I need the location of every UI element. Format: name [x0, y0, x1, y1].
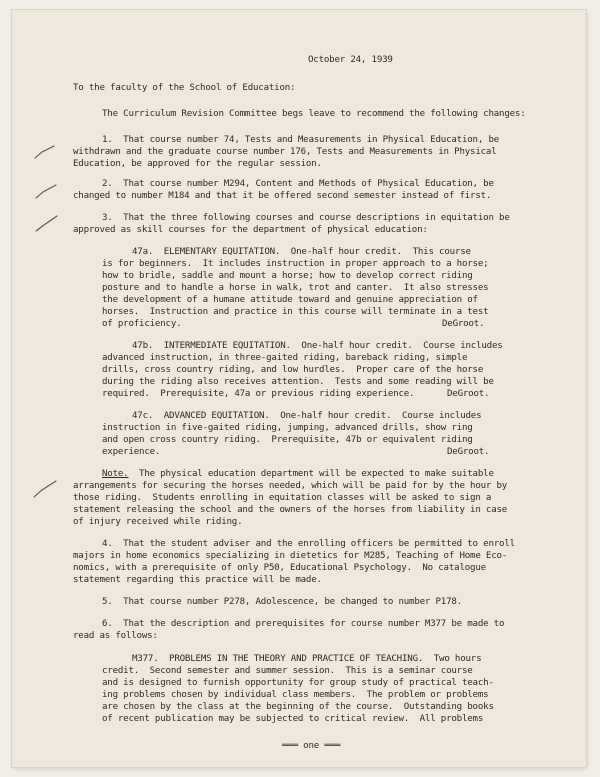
- course-47a-line: is for beginners. It includes instruction in proper approach to a horse;: [102, 259, 489, 269]
- note-line: arrangements for securing the horses needed, which will be paid for by the hour by: [73, 481, 508, 491]
- item-6-line: read as follows:: [73, 631, 158, 641]
- course-47a-line: the development of a humane attitude toward and genuine appreciation of: [102, 295, 478, 305]
- course-47c-instructor: DeGroot.: [447, 447, 490, 457]
- course-m377-line: of recent publication may be subjected to critical review. All problems: [102, 714, 484, 724]
- course-47a-line: horses. Instruction and practice in this course will terminate in a test: [102, 307, 489, 317]
- item-1-line: Education, be approved for the regular session.: [73, 159, 322, 169]
- check-mark-1: [35, 146, 54, 158]
- course-47b-line: advanced instruction, in three-gaited riding, bareback riding, simple: [102, 353, 468, 363]
- item-4-line: statement regarding this practice will be made.: [73, 575, 322, 585]
- document-page: [12, 10, 586, 767]
- item-4-line: 4. That the student adviser and the enrolling officers be permitted to enroll: [102, 539, 515, 549]
- item-2-line: 2. That course number M294, Content and Methods of Physical Education, be: [102, 179, 494, 189]
- intro-paragraph: The Curriculum Revision Committee begs leave to recommend the following changes:: [102, 109, 526, 119]
- note-line: of injury received while riding.: [73, 517, 243, 527]
- course-m377-line: M377. PROBLEMS IN THE THEORY AND PRACTICE OF TEACHING. Two hours: [132, 654, 482, 664]
- item-4-line: nomics, with a prerequisite of only P50, Educational Psychology. No catalogue: [73, 563, 486, 573]
- course-47c-line: instruction in five-gaited riding, jumping, advanced drills, show ring: [102, 423, 473, 433]
- item-1-line: 1. That course number 74, Tests and Measurements in Physical Education, be: [102, 135, 500, 145]
- item-2-line: changed to number M184 and that it be offered second semester instead of first.: [73, 191, 492, 201]
- course-47b-line: 47b. INTERMEDIATE EQUITATION. One-half hour credit. Course includes: [132, 341, 503, 351]
- course-47b-line: drills, cross country riding, and low hurdles. Proper care of the horse: [102, 365, 484, 375]
- note-line: statement releasing the school and the owners of the horses from liability in case: [73, 505, 508, 515]
- course-m377-line: and is designed to furnish opportunity for group study of practical teach-: [102, 678, 494, 688]
- note-line: The physical education department will be expected to make suitable: [128, 469, 494, 479]
- item-6-line: 6. That the description and prerequisites for course number M377 be made to: [102, 619, 505, 629]
- course-47a-instructor: DeGroot.: [442, 319, 485, 329]
- course-47b-line: during the riding also receives attention. Tests and some reading will be: [102, 377, 494, 387]
- item-1-line: withdrawn and the graduate course number 176, Tests and Measurements in Physical: [73, 147, 497, 157]
- course-47c-line: 47c. ADVANCED EQUITATION. One-half hour credit. Course includes: [132, 411, 482, 421]
- item-5-line: 5. That course number P278, Adolescence, be changed to number P178.: [102, 597, 462, 607]
- check-mark-2: [36, 185, 56, 198]
- course-47a-line: 47a. ELEMENTARY EQUITATION. One-half hour credit. This course: [132, 247, 471, 257]
- letter-date: October 24, 1939: [308, 55, 393, 65]
- course-47c-line: and open cross country riding. Prerequisite, 47b or equivalent riding: [102, 435, 473, 445]
- course-47a-line: of proficiency.: [102, 319, 182, 329]
- check-mark-3: [36, 216, 57, 231]
- course-47a-line: posture and to handle a horse in walk, trot and canter. It also stresses: [102, 283, 489, 293]
- course-m377-line: are chosen by the class at the beginning of the course. Outstanding books: [102, 702, 494, 712]
- course-m377-line: ing problems chosen by individual class members. The problem or problems: [102, 690, 489, 700]
- salutation: To the faculty of the School of Education:: [73, 83, 296, 93]
- course-47a-line: how to bridle, saddle and mount a horse; how to develop correct riding: [102, 271, 473, 281]
- course-47b-line: required. Prerequisite, 47a or previous riding experience.: [102, 389, 415, 399]
- check-mark-4: [34, 481, 56, 497]
- note-first-line: [102, 468, 494, 480]
- course-47b-instructor: DeGroot.: [447, 389, 490, 399]
- note-line: those riding. Students enrolling in equitation classes will be asked to sign a: [73, 493, 492, 503]
- course-m377-line: credit. Second semester and summer session. This is a seminar course: [102, 666, 473, 676]
- note-label: Note.: [102, 469, 129, 479]
- item-3-line: approved as skill courses for the department of physical education:: [73, 225, 428, 235]
- item-4-line: majors in home economics specializing in dietetics for M285, Teaching of Home Eco-: [73, 551, 508, 561]
- course-47c-line: experience.: [102, 447, 161, 457]
- item-3-line: 3. That the three following courses and course descriptions in equitation be: [102, 213, 510, 223]
- page-number-footer: ═══ one ═══: [282, 741, 341, 751]
